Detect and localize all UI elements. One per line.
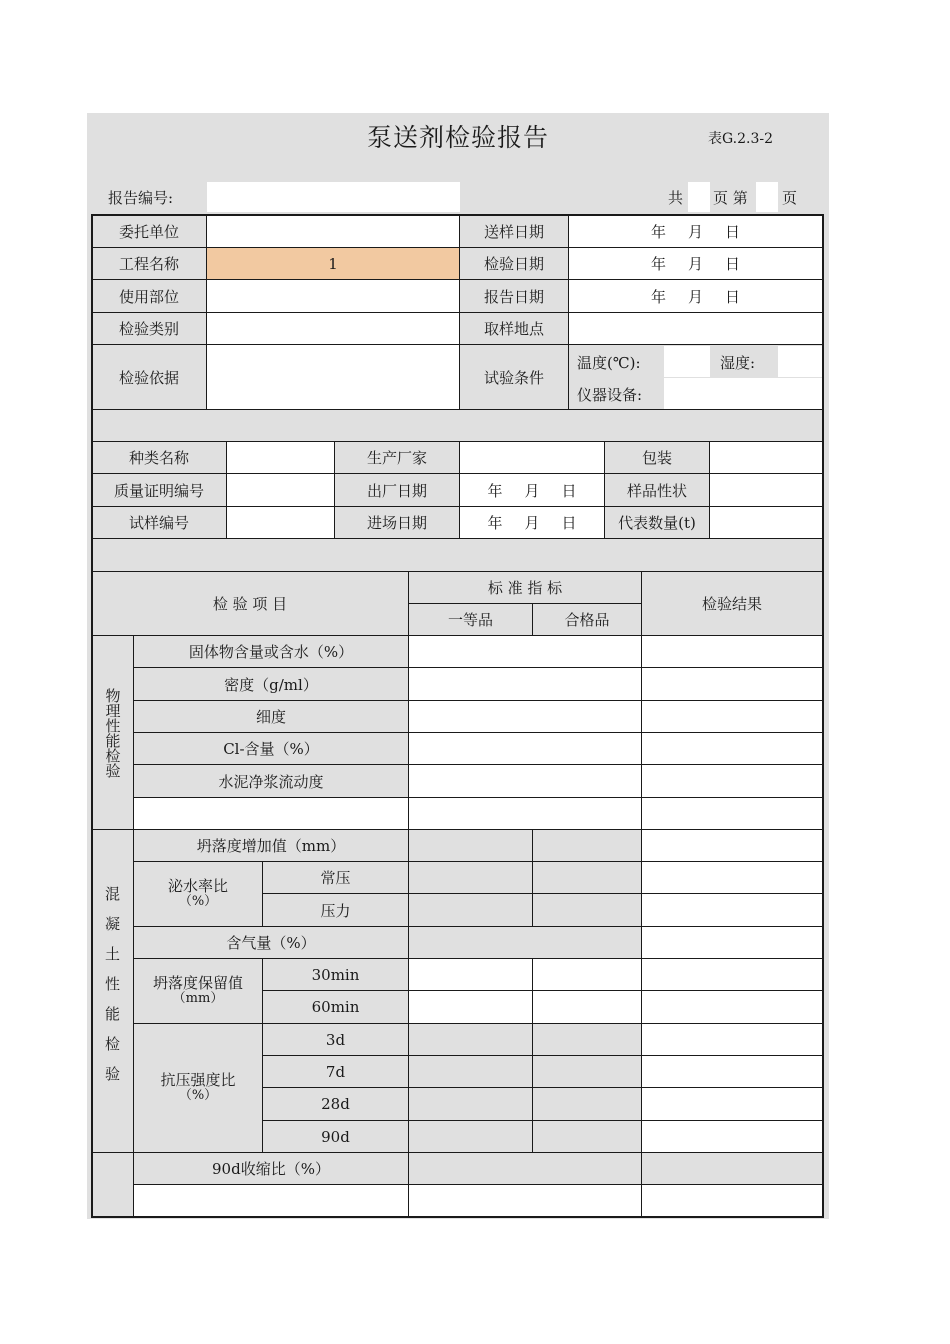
qualified-header: 合格品: [533, 604, 642, 636]
air-content-label: 含气量（%）: [134, 927, 409, 959]
basis-input[interactable]: [207, 345, 460, 410]
d90-label: 90d: [263, 1121, 409, 1153]
air-content-std[interactable]: [409, 927, 642, 959]
physical-std-4[interactable]: [409, 765, 642, 798]
air-content-result[interactable]: [642, 927, 823, 959]
pack-input[interactable]: [710, 442, 823, 474]
slump-increase-first[interactable]: [409, 830, 533, 862]
month-label: 月: [524, 481, 540, 500]
physical-item-2: 细度: [134, 701, 409, 733]
strength-ratio-unit: （%）: [178, 1088, 218, 1103]
separator-1: [92, 410, 823, 442]
normal-pressure-label: 常压: [263, 862, 409, 894]
client-input[interactable]: [207, 215, 460, 248]
year-label: 年: [487, 514, 503, 532]
t30-first[interactable]: [409, 959, 533, 991]
report-date-label: 报告日期: [460, 280, 569, 313]
d28-qual[interactable]: [533, 1088, 642, 1121]
strength-ratio-label: [134, 1024, 263, 1153]
physical-item-extra[interactable]: [134, 798, 409, 830]
entry-date-label: 进场日期: [335, 507, 460, 539]
sample-no-label: 试样编号: [92, 507, 227, 539]
send-date-input[interactable]: [569, 215, 823, 248]
pressure-label: 压力: [263, 894, 409, 927]
std-header: 标 准 指 标: [409, 572, 642, 604]
send-date-label: 送样日期: [460, 215, 569, 248]
pressure-qual[interactable]: [533, 894, 642, 927]
month-label: 月: [524, 514, 540, 532]
physical-std-2[interactable]: [409, 701, 642, 733]
d7-label: 7d: [263, 1056, 409, 1088]
slump-increase-result[interactable]: [642, 830, 823, 862]
day-label: 日: [725, 287, 741, 306]
bleed-ratio-unit: （%）: [178, 894, 218, 909]
d7-first[interactable]: [409, 1056, 533, 1088]
physical-std-1[interactable]: [409, 668, 642, 701]
page-total-input[interactable]: [688, 182, 710, 212]
report-date-input[interactable]: [569, 280, 823, 313]
sample-place-label: 取样地点: [460, 313, 569, 345]
day-label: 日: [561, 514, 577, 532]
group-blank: [92, 1153, 134, 1217]
slump-keep-text: 坍落度保留值: [152, 974, 243, 992]
concrete-group-label: [92, 830, 134, 1153]
d90-first[interactable]: [409, 1121, 533, 1153]
item-header: 检 验 项 目: [92, 572, 409, 636]
project-input[interactable]: 1: [207, 248, 460, 280]
d7-qual[interactable]: [533, 1056, 642, 1088]
bleed-ratio-text: 泌水率比: [167, 877, 228, 895]
humidity-input[interactable]: [778, 346, 822, 377]
normal-pressure-qual[interactable]: [533, 862, 642, 894]
temp-input[interactable]: [664, 346, 710, 377]
page-current-label: 页 第: [713, 189, 748, 207]
extra-result[interactable]: [642, 1185, 823, 1217]
maker-label: 生产厂家: [335, 442, 460, 474]
report-no-input[interactable]: [207, 182, 460, 212]
pressure-result[interactable]: [642, 894, 823, 927]
concrete-group-text: 混凝土性能检验: [103, 886, 121, 1096]
d28-first[interactable]: [409, 1088, 533, 1121]
d3-label: 3d: [263, 1024, 409, 1056]
sample-place-input[interactable]: [569, 313, 823, 345]
year-label: 年: [650, 287, 666, 306]
factory-date-input[interactable]: [460, 474, 605, 507]
normal-pressure-first[interactable]: [409, 862, 533, 894]
page-suffix-label: 页: [782, 189, 798, 207]
year-label: 年: [650, 222, 666, 241]
t60-qual[interactable]: [533, 991, 642, 1024]
extra-item[interactable]: [134, 1185, 409, 1217]
report-no-label: 报告编号:: [108, 189, 174, 207]
physical-group-label: [92, 636, 134, 830]
shape-input[interactable]: [710, 474, 823, 507]
qty-input[interactable]: [710, 507, 823, 539]
shrink-result[interactable]: [642, 1153, 823, 1185]
d7-result[interactable]: [642, 1056, 823, 1088]
physical-item-0: 固体物含量或含水（%）: [134, 636, 409, 668]
physical-std-3[interactable]: [409, 733, 642, 765]
month-label: 月: [687, 287, 703, 306]
slump-increase-qual[interactable]: [533, 830, 642, 862]
d28-label: 28d: [263, 1088, 409, 1121]
first-grade-header: 一等品: [409, 604, 533, 636]
shape-label: 样品性状: [605, 474, 710, 507]
cond-label: 试验条件: [460, 345, 569, 410]
d3-first[interactable]: [409, 1024, 533, 1056]
year-label: 年: [650, 255, 666, 273]
day-label: 日: [561, 481, 577, 500]
cert-label: 质量证明编号: [92, 474, 227, 507]
physical-item-3: Cl-含量（%）: [134, 733, 409, 765]
t60-label: 60min: [263, 991, 409, 1024]
physical-item-1: 密度（g/ml）: [134, 668, 409, 701]
usage-label: 使用部位: [92, 280, 207, 313]
page-total-label: 共: [668, 189, 684, 207]
physical-result-4[interactable]: [642, 765, 823, 798]
day-label: 日: [725, 255, 741, 273]
entry-date-input[interactable]: [460, 507, 605, 539]
month-label: 月: [687, 222, 703, 241]
page-title: 泵送剂检验报告: [366, 123, 549, 152]
result-header: 检验结果: [642, 572, 823, 636]
equipment-label: 仪器设备:: [577, 386, 643, 404]
physical-result-extra[interactable]: [642, 798, 823, 830]
maker-input[interactable]: [460, 442, 605, 474]
physical-std-extra[interactable]: [409, 798, 642, 830]
physical-group-text: 物理性能检验: [103, 687, 122, 778]
category-label: 检验类别: [92, 313, 207, 345]
basis-label: 检验依据: [92, 345, 207, 410]
physical-result-2[interactable]: [642, 701, 823, 733]
d90-qual[interactable]: [533, 1121, 642, 1153]
month-label: 月: [687, 255, 703, 273]
usage-input[interactable]: [207, 280, 460, 313]
temp-label: 温度(℃):: [577, 354, 641, 372]
client-label: 委托单位: [92, 215, 207, 248]
d3-result[interactable]: [642, 1024, 823, 1056]
t30-qual[interactable]: [533, 959, 642, 991]
qty-label: 代表数量(t): [605, 507, 710, 539]
test-date-label: 检验日期: [460, 248, 569, 280]
bleed-ratio-label: [134, 862, 263, 927]
t60-first[interactable]: [409, 991, 533, 1024]
form-code: 表G.2.3-2: [708, 131, 774, 147]
physical-result-3[interactable]: [642, 733, 823, 765]
test-date-input[interactable]: [569, 248, 823, 280]
humidity-label: 湿度:: [720, 354, 756, 372]
d28-result[interactable]: [642, 1088, 823, 1121]
pack-label: 包装: [605, 442, 710, 474]
d90-result[interactable]: [642, 1121, 823, 1153]
extra-std[interactable]: [409, 1185, 642, 1217]
slump-increase-label: 坍落度增加值（mm）: [134, 830, 409, 862]
cert-input[interactable]: [227, 474, 335, 507]
day-label: 日: [725, 222, 741, 241]
year-label: 年: [487, 481, 503, 500]
t30-label: 30min: [263, 959, 409, 991]
slump-keep-unit: （mm）: [172, 991, 224, 1006]
type-label: 种类名称: [92, 442, 227, 474]
strength-ratio-text: 抗压强度比: [160, 1071, 236, 1089]
t30-result[interactable]: [642, 959, 823, 991]
project-label: 工程名称: [92, 248, 207, 280]
physical-std-0[interactable]: [409, 636, 642, 668]
physical-item-4: 水泥净浆流动度: [134, 765, 409, 798]
physical-result-1[interactable]: [642, 668, 823, 701]
shrink-std[interactable]: [409, 1153, 642, 1185]
shrink-label: 90d收缩比（%）: [134, 1153, 409, 1185]
type-input[interactable]: [227, 442, 335, 474]
separator-2: [92, 539, 823, 572]
factory-date-label: 出厂日期: [335, 474, 460, 507]
pressure-first[interactable]: [409, 894, 533, 927]
d3-qual[interactable]: [533, 1024, 642, 1056]
normal-pressure-result[interactable]: [642, 862, 823, 894]
equipment-input[interactable]: [664, 378, 822, 409]
t60-result[interactable]: [642, 991, 823, 1024]
sample-no-input[interactable]: [227, 507, 335, 539]
category-input[interactable]: [207, 313, 460, 345]
slump-keep-label: [134, 959, 263, 1024]
physical-result-0[interactable]: [642, 636, 823, 668]
page-current-input[interactable]: [756, 182, 778, 212]
